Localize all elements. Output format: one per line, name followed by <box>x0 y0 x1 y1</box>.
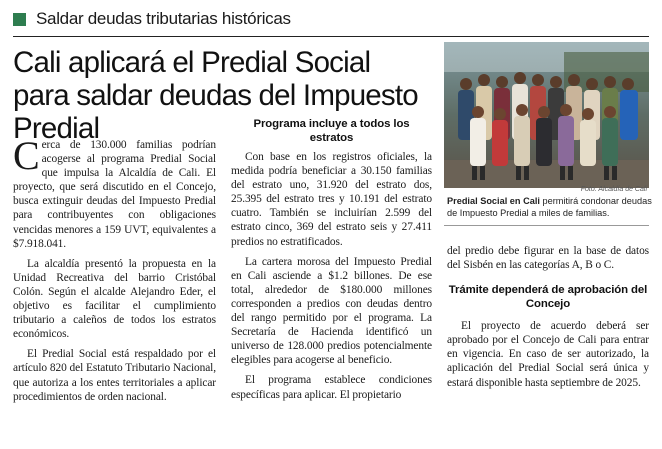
photo-credit: Foto: Alcaldía de Cali <box>580 186 647 193</box>
article-paragraph: del predio debe figurar en la base de datos del Sisbén en las categorías A, B o C. <box>447 245 649 272</box>
photo-caption-text: permitirá condonar deudas de Impuesto Predial a miles de familias. <box>447 196 652 218</box>
article-column-1 <box>13 133 216 410</box>
subhead-concejo: Trámite dependerá de aprobación del Concejo <box>448 284 648 310</box>
article-photo <box>444 42 649 188</box>
photo-caption <box>447 195 652 219</box>
article-paragraph: La alcaldía presentó la propuesta en la Unidad Recreativa del barrio Cristóbal Colón. Según el alcalde Alejandro Eder, el objetivo es facilitar el cumplimiento tributario a caleños de todos los estratos económicos. <box>13 257 216 341</box>
article-paragraph: El programa establece condiciones específicas para aplicar. El propietario <box>231 374 432 401</box>
article-column-2 <box>231 118 432 408</box>
subhead-estratos: Programa incluye a todos los estratos <box>253 118 410 144</box>
article-paragraph: La cartera morosa del Impuesto Predial en Cali asciende a $1.2 billones. De ese total, alrededor de $180.000 millones corresponden a predios con deudas dentro del rango permitido por el programa. La Secretaría de Hacienda identificó un universo de 128.000 predios potencialmente elegibles para acogerse al beneficio. <box>231 255 432 367</box>
header-divider <box>13 36 649 37</box>
article-column-3 <box>447 244 649 396</box>
article-paragraph <box>13 133 216 251</box>
kicker-square-icon <box>13 13 26 26</box>
drop-cap: C <box>13 133 40 178</box>
photo-caption-lead: Predial Social en Cali <box>447 196 540 206</box>
section-kicker <box>13 8 291 30</box>
article-paragraph: El Predial Social está respaldado por el artículo 820 del Estatuto Tributario Nacional, que autoriza a los entes territoriales a aplicar procedimientos de orden nacional. <box>13 348 216 403</box>
paragraph-text: erca de 130.000 familias podrían acogerse al programa Predial Social que impulsa la Alcaldía de Cali. El proyecto, que será discutido en el Concejo, busca extinguir deudas del Impuesto Predial para contribuyentes con obligaciones vencidas menores a 159 UVT, equivalentes a $7.918.041. <box>13 139 216 250</box>
kicker-text: Saldar deudas tributarias históricas <box>36 9 291 28</box>
group-photo-image <box>444 42 649 188</box>
article-paragraph: Con base en los registros oficiales, la medida podría beneficiar a 30.150 familias del estrato uno, 31.920 del estrato dos, 25.395 del estrato tres y 10.191 del estrato cuatro. También se incluirían 2.599 del estrato cinco, 369 del estrato seis y 27.411 predios no estratificados. <box>231 151 432 248</box>
article-paragraph: El proyecto de acuerdo deberá ser aprobado por el Concejo de Cali para entrar en vigencia. En caso de ser autorizado, la aplicación del Predial Social será única y estará disponible hasta septiembre de 2025. <box>447 320 649 389</box>
article-headline: Cali aplicará el Predial Social para saldar deudas del Impuesto Predial <box>13 46 418 145</box>
caption-divider <box>444 225 649 226</box>
